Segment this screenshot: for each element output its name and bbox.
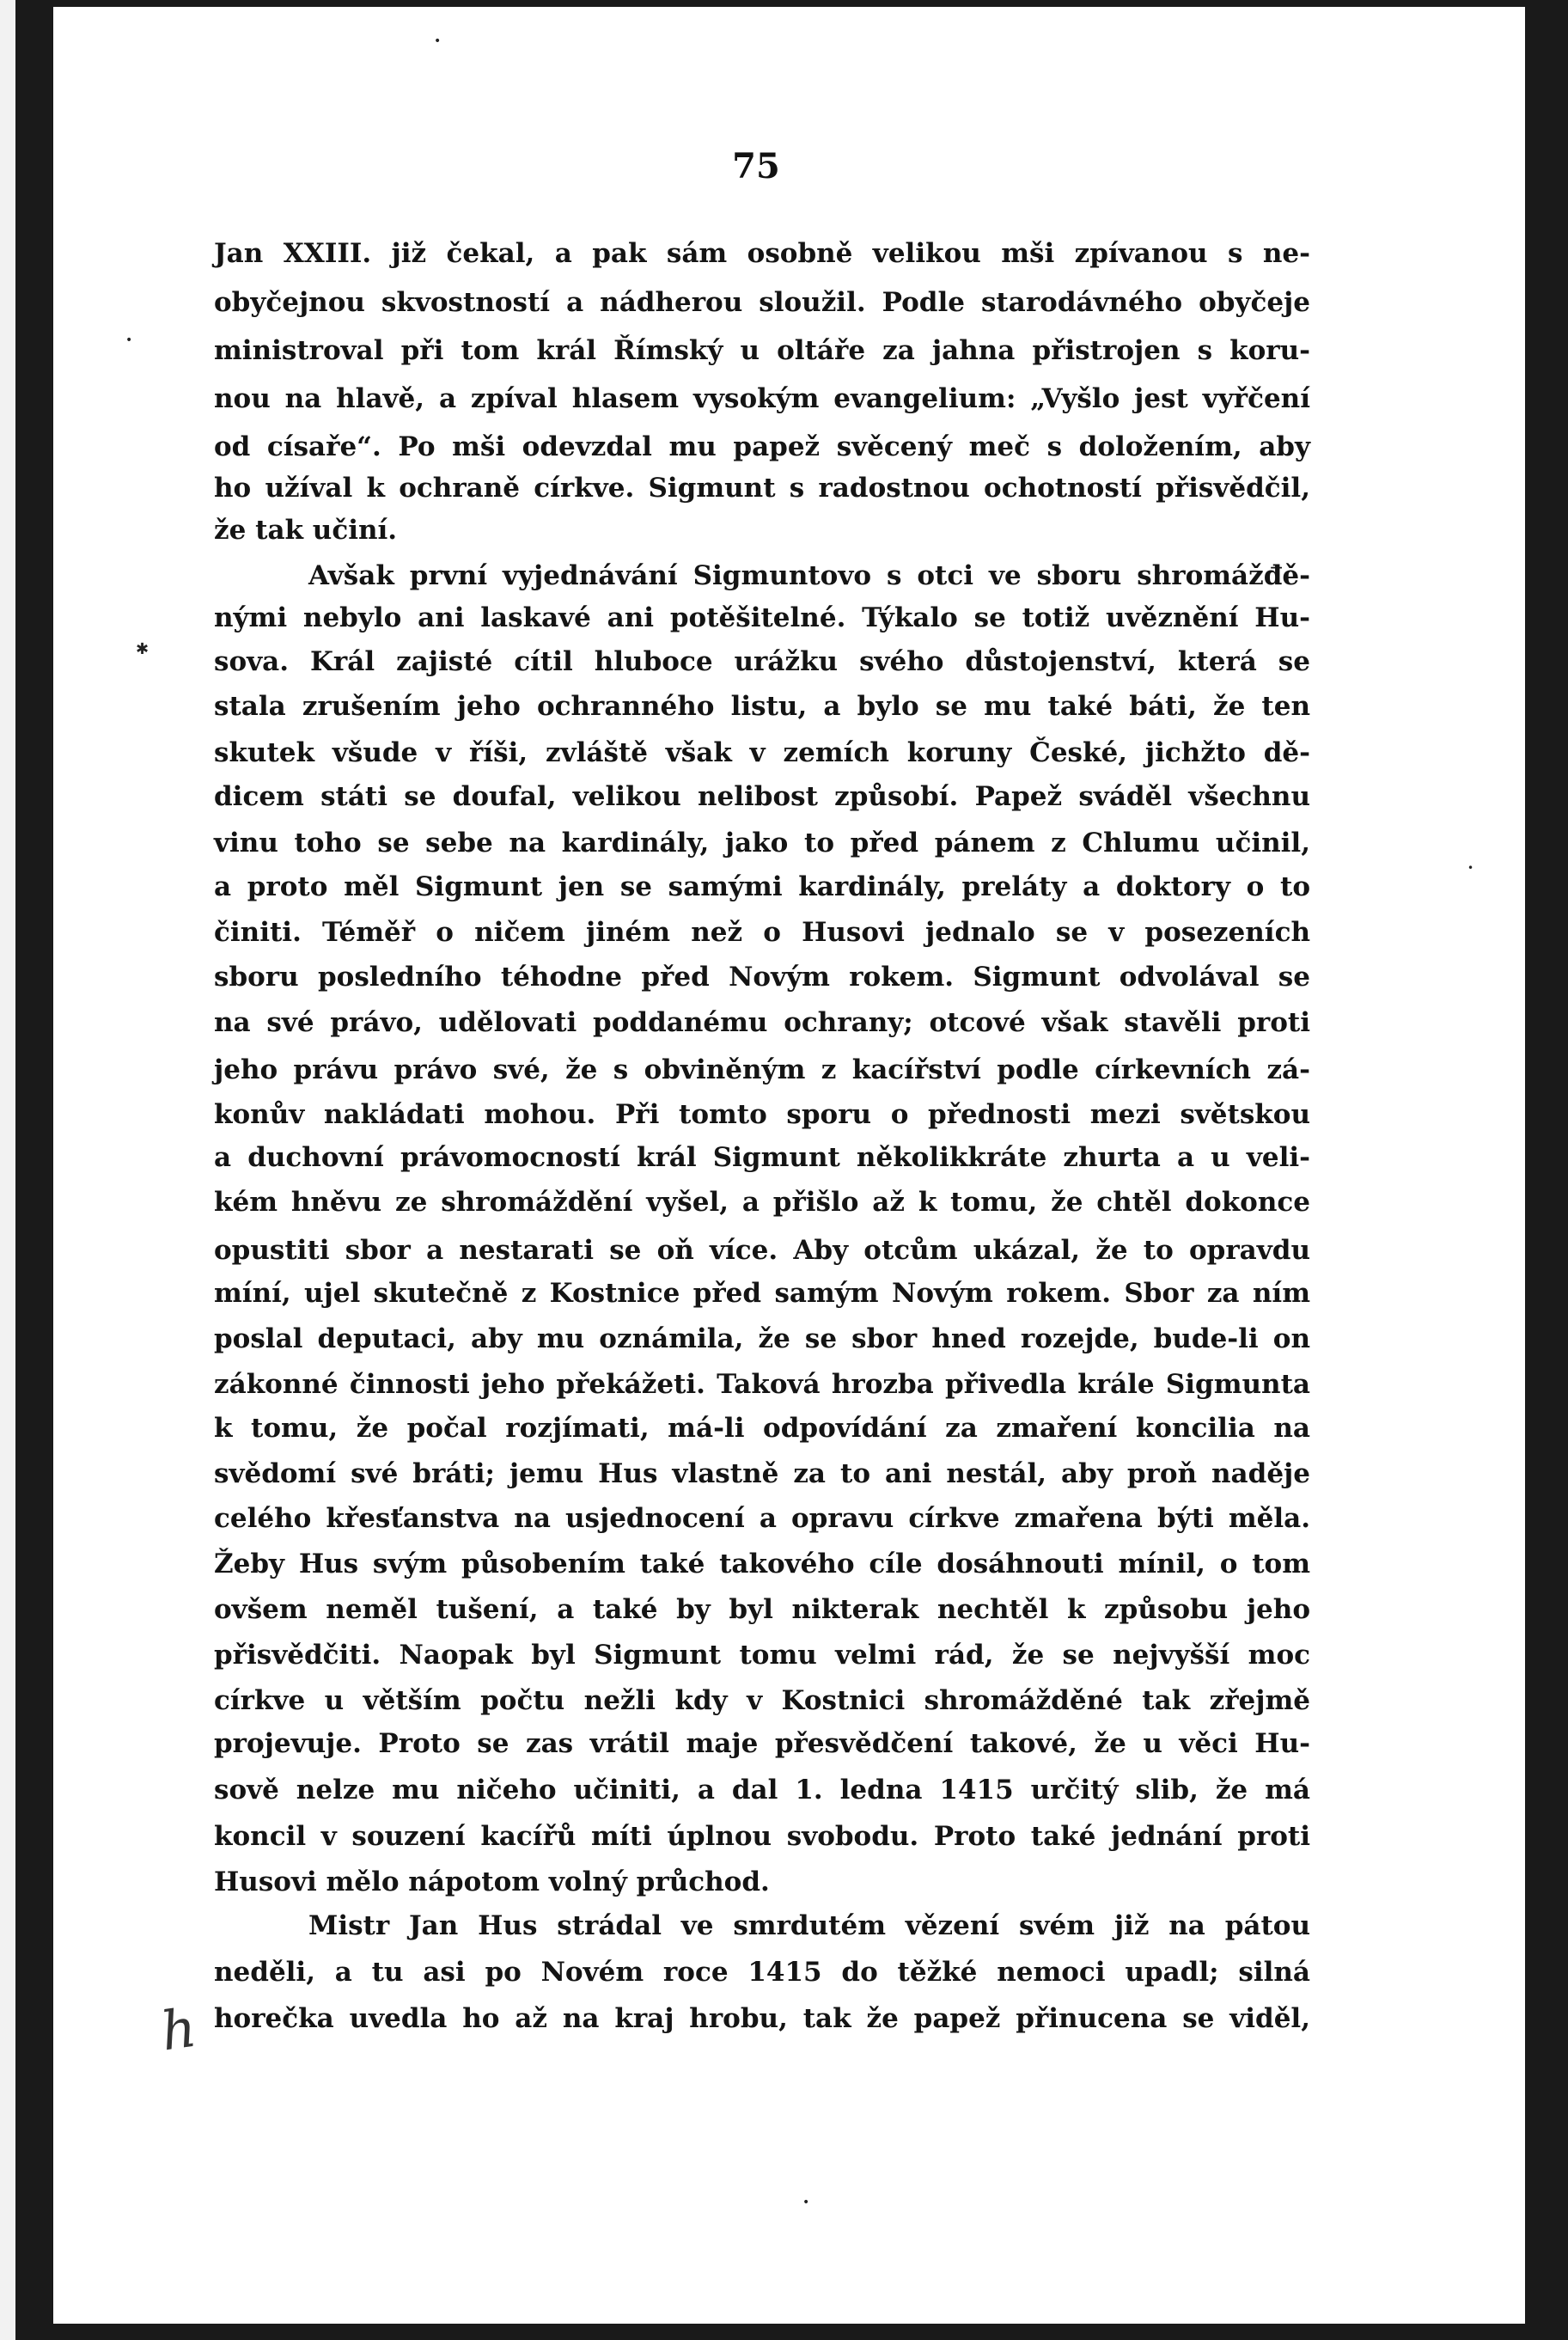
text-line: vinu toho se sebe na kardinály, jako to před pánem z Chlumu učinil, — [214, 828, 1310, 858]
text-line: a duchovní právomocností král Sigmunt několikkráte zhurta a u veli- — [214, 1142, 1310, 1173]
text-line: Husovi mělo nápotom volný průchod. — [214, 1867, 770, 1897]
text-line: Žeby Hus svým působením také takového cíle dosáhnouti mínil, o tom — [214, 1549, 1310, 1579]
text-line: ovšem neměl tušení, a také by byl nikterak nechtěl k způsobu jeho — [214, 1594, 1310, 1625]
paragraph-first-line: Avšak první vyjednávání Sigmuntovo s otci ve sboru shromážđě- — [308, 560, 1310, 591]
text-line: celého křesťanstva na usjednocení a opravu církve zmařena býti měla. — [214, 1503, 1310, 1534]
speck-mark: ✱ — [136, 640, 149, 658]
text-line: obyčejnou skvostností a nádherou sloužil. Podle starodávného obyčeje — [214, 287, 1310, 318]
previous-page-edge — [0, 0, 15, 2340]
text-line: skutek všude v říši, zvláště však v zemích koruny České, jichžto dě- — [214, 737, 1310, 768]
text-line: nými nebylo ani laskavé ani potěšitelné. Týkalo se totiž uvěznění Hu- — [214, 602, 1310, 633]
text-line: dicem státi se doufal, velikou nelibost způsobí. Papež sváděl všechnu — [214, 781, 1310, 812]
speck-mark: • — [802, 2196, 810, 2209]
text-line: sově nelze mu ničeho učiniti, a dal 1. ledna 1415 určitý slib, že má — [214, 1775, 1310, 1805]
text-line: od císaře“. Po mši odevzdal mu papež svěcený meč s doložením, aby — [214, 431, 1310, 462]
text-line: sboru posledního téhodne před Novým rokem. Sigmunt odvolával se — [214, 962, 1310, 993]
text-line: jeho právu právo své, že s obviněným z kacířství podle církevních zá- — [214, 1054, 1310, 1085]
text-line: stala zrušením jeho ochranného listu, a bylo se mu také báti, že ten — [214, 691, 1310, 722]
text-line: projevuje. Proto se zas vrátil maje přesvědčení takové, že u věci Hu- — [214, 1728, 1310, 1759]
text-line: přisvědčiti. Naopak byl Sigmunt tomu velmi rád, že se nejvyšší moc — [214, 1640, 1310, 1671]
text-line: k tomu, že počal rozjímati, má-li odpovídání za zmaření koncilia na — [214, 1413, 1310, 1444]
text-line: kém hněvu ze shromáždění vyšel, a přišlo až k tomu, že chtěl dokonce — [214, 1187, 1310, 1218]
page-number: 75 — [732, 146, 780, 186]
pencil-annotation-mark: ℎ — [157, 1995, 200, 2063]
text-line: činiti. Téměř o ničem jiném než o Husovi jednalo se v posezeních — [214, 917, 1310, 948]
text-line: svědomí své bráti; jemu Hus vlastně za to ani nestál, aby proň naděje — [214, 1458, 1310, 1489]
text-line: konův nakládati mohou. Při tomto sporu o přednosti mezi světskou — [214, 1099, 1310, 1130]
text-line: ministroval při tom král Římský u oltáře za jahna přistrojen s koru- — [214, 335, 1310, 366]
text-line: míní, ujel skutečně z Kostnice před samým Novým rokem. Sbor za ním — [214, 1278, 1310, 1309]
text-line: že tak učiní. — [214, 515, 398, 546]
text-line: koncil v souzení kacířů míti úplnou svobodu. Proto také jednání proti — [214, 1821, 1310, 1852]
text-line: zákonné činnosti jeho překážeti. Taková hrozba přivedla krále Sigmunta — [214, 1369, 1310, 1400]
text-line: neděli, a tu asi po Novém roce 1415 do těžké nemoci upadl; silná — [214, 1957, 1310, 1988]
text-line: církve u větším počtu nežli kdy v Kostnici shromážděné tak zřejmě — [214, 1685, 1310, 1716]
text-line: opustiti sbor a nestarati se oň více. Aby otcům ukázal, že to opravdu — [214, 1235, 1310, 1266]
text-line: sova. Král zajisté cítil hluboce urážku svého důstojenství, která se — [214, 646, 1310, 677]
text-line: poslal deputaci, aby mu oznámila, že se sbor hned rozejde, bude-li on — [214, 1323, 1310, 1354]
text-line: Jan XXIII. již čekal, a pak sám osobně velikou mši zpívanou s ne- — [214, 238, 1310, 269]
text-line: nou na hlavě, a zpíval hlasem vysokým evangelium: „Vyšlo jest vyřčení — [214, 383, 1310, 414]
speck-mark: • — [1467, 862, 1474, 874]
speck-mark: • — [125, 333, 133, 347]
text-line: ho užíval k ochraně církve. Sigmunt s radostnou ochotností přisvědčil, — [214, 473, 1310, 504]
paragraph-first-line: Mistr Jan Hus strádal ve smrdutém vězení svém již na pátou — [308, 1910, 1310, 1941]
text-line: a proto měl Sigmunt jen se samými kardinály, preláty a doktory o to — [214, 871, 1310, 902]
text-line: na své právo, udělovati poddanému ochrany; otcové však stavěli proti — [214, 1007, 1310, 1038]
speck-mark: • — [434, 34, 442, 48]
text-line: horečka uvedla ho až na kraj hrobu, tak že papež přinucena se viděl, — [214, 2003, 1310, 2034]
